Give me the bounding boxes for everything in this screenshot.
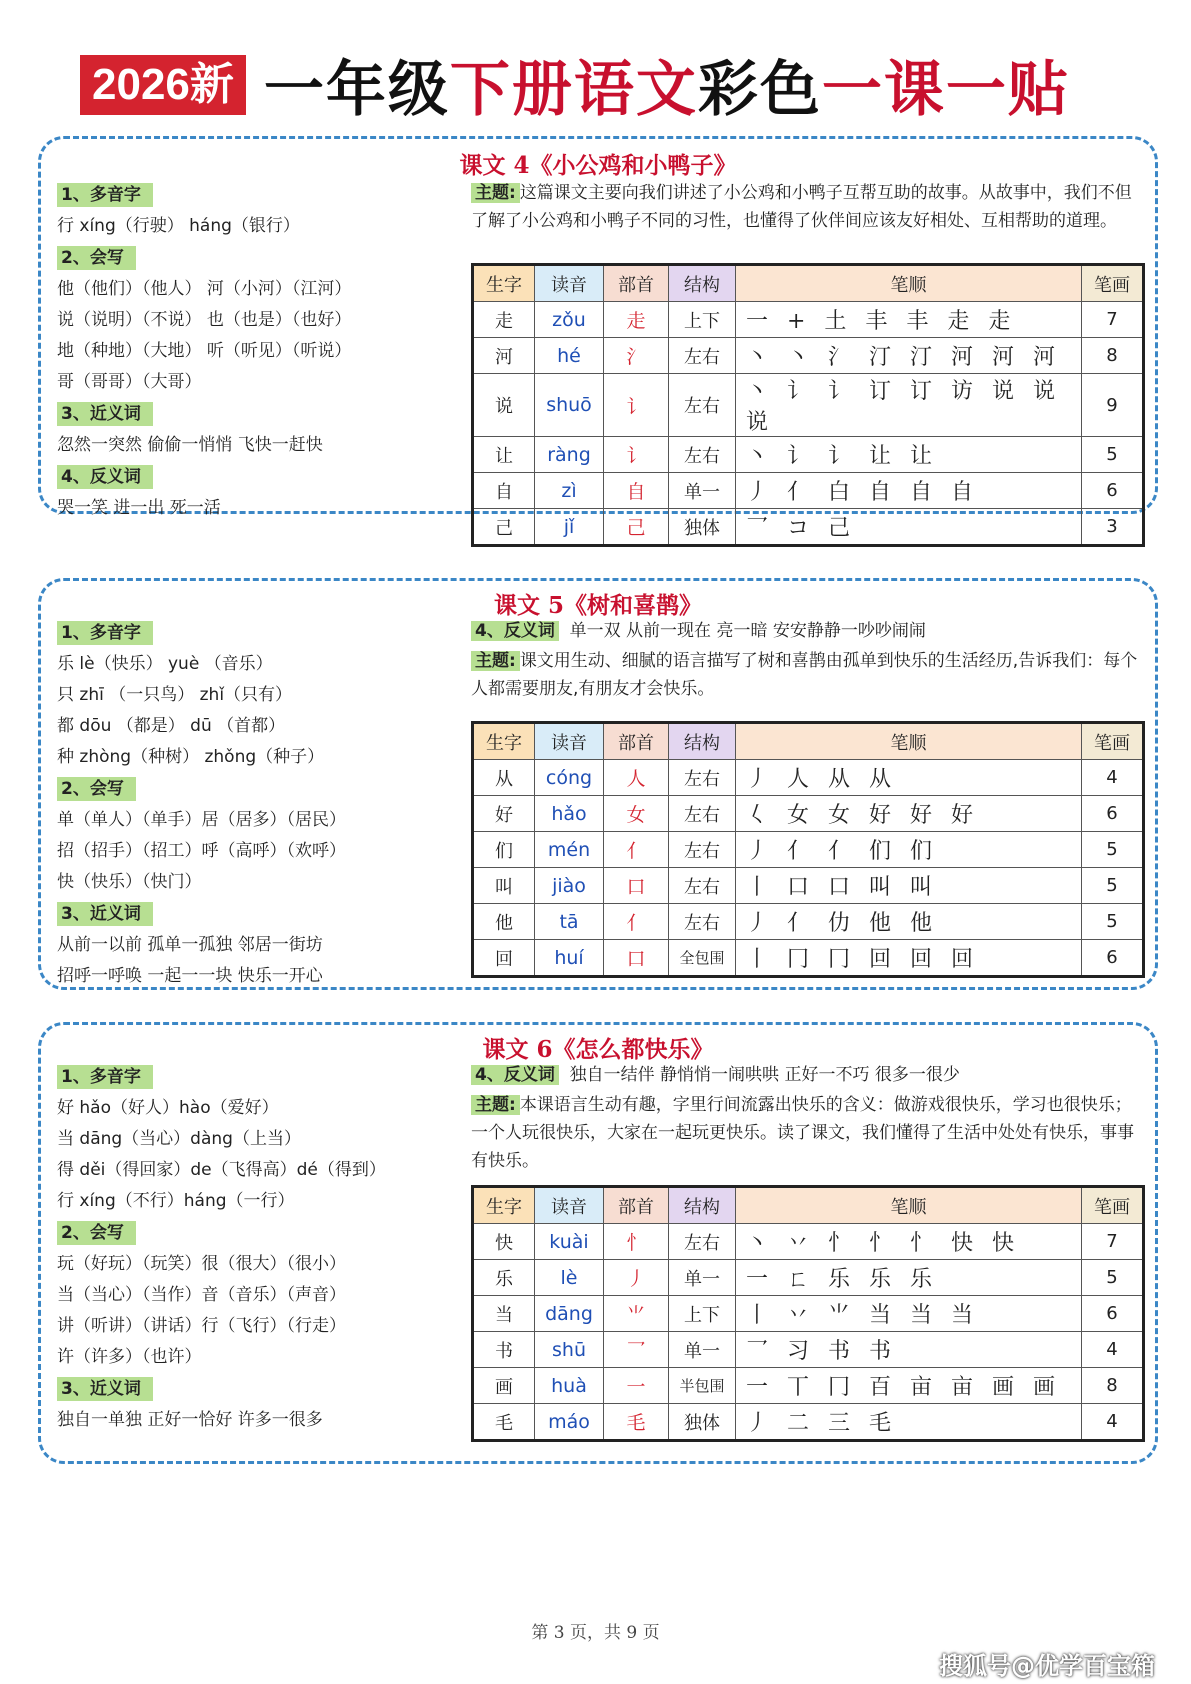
lesson5-polyphone: 种 zhòng（种树） zhǒng（种子） xyxy=(57,747,325,767)
year-tag: 2026新 xyxy=(80,55,246,115)
cell-stroke-count: 5 xyxy=(1082,1260,1144,1296)
cell-radical: 讠 xyxy=(604,374,669,437)
col-header: 笔顺 xyxy=(736,265,1082,302)
lesson6-write-line: 当（当心）（当作）音（音乐）（声音） xyxy=(57,1285,346,1305)
lesson4-synonym-heading: 3、近义词 xyxy=(57,402,153,426)
lesson5-synonyms: 从前一以前 孤单一孤独 邻居一街坊 xyxy=(57,935,323,955)
cell-char: 快 xyxy=(473,1224,535,1260)
lesson5-write-line: 招（招手）（招工）呼（高呼）（欢呼） xyxy=(57,841,346,861)
lesson6-polyphone: 当 dāng（当心）dàng（上当） xyxy=(57,1129,301,1149)
lesson6-synonyms: 独自一单独 正好一恰好 许多一很多 xyxy=(57,1410,323,1430)
cell-pinyin: jǐ xyxy=(535,509,604,546)
col-header: 笔画 xyxy=(1082,265,1144,302)
cell-structure: 左右 xyxy=(669,904,736,940)
cell-char: 河 xyxy=(473,338,535,374)
table-row xyxy=(473,940,1144,977)
cell-pinyin: hǎo xyxy=(535,796,604,832)
col-header: 读音 xyxy=(535,723,604,760)
watermark: 搜狐号@优学百宝箱 xyxy=(939,1652,1155,1680)
cell-char: 叫 xyxy=(473,868,535,904)
lesson5-theme-label: 主题: xyxy=(471,651,520,671)
cell-radical: 口 xyxy=(604,868,669,904)
table-row xyxy=(473,1404,1144,1441)
table-row xyxy=(473,760,1144,796)
cell-char: 毛 xyxy=(473,1404,535,1441)
col-header: 部首 xyxy=(604,1187,669,1224)
cell-char: 书 xyxy=(473,1332,535,1368)
lesson6-char-table xyxy=(471,1185,1145,1442)
cell-stroke-count: 5 xyxy=(1082,437,1144,473)
title-part-sticker: 一课一贴 xyxy=(821,55,1070,125)
cell-stroke-order: 丿 人 从 从 xyxy=(736,760,1082,796)
cell-stroke-count: 9 xyxy=(1082,374,1144,437)
cell-stroke-count: 5 xyxy=(1082,832,1144,868)
lesson5-write-heading: 2、会写 xyxy=(57,777,136,801)
lesson4-section xyxy=(38,136,1158,541)
col-header: 笔画 xyxy=(1082,723,1144,760)
table-row xyxy=(473,868,1144,904)
page-header xyxy=(80,50,1070,125)
cell-stroke-order: 一 ㄈ 乐 乐 乐 xyxy=(736,1260,1082,1296)
page-title xyxy=(264,42,1070,128)
cell-char: 走 xyxy=(473,302,535,338)
cell-structure: 左右 xyxy=(669,437,736,473)
cell-radical: 亻 xyxy=(604,904,669,940)
lesson4-left xyxy=(57,179,351,524)
lesson5-polyphone: 乐 lè（快乐） yuè （音乐） xyxy=(57,654,273,674)
table-row xyxy=(473,796,1144,832)
cell-pinyin: kuài xyxy=(535,1224,604,1260)
cell-pinyin: cóng xyxy=(535,760,604,796)
cell-radical: 讠 xyxy=(604,437,669,473)
lesson6-antonym-text: 独自一结伴 静悄悄一闹哄哄 正好一不巧 很多一很少 xyxy=(569,1065,960,1085)
cell-radical: 忄 xyxy=(604,1224,669,1260)
cell-pinyin: huí xyxy=(535,940,604,977)
cell-pinyin: máo xyxy=(535,1404,604,1441)
cell-structure: 左右 xyxy=(669,832,736,868)
cell-pinyin: zì xyxy=(535,473,604,509)
lesson6-write-line: 讲（听讲）（讲话）行（飞行）（行走） xyxy=(57,1316,346,1336)
cell-radical: 走 xyxy=(604,302,669,338)
lesson6-synonym-heading: 3、近义词 xyxy=(57,1377,153,1401)
cell-pinyin: ràng xyxy=(535,437,604,473)
cell-radical: 己 xyxy=(604,509,669,546)
cell-radical: 自 xyxy=(604,473,669,509)
lesson6-left xyxy=(57,1061,386,1436)
cell-char: 们 xyxy=(473,832,535,868)
lesson5-write-line: 单（单人）（单手）居（居多）（居民） xyxy=(57,810,346,830)
cell-stroke-order: 乛 コ 己 xyxy=(736,509,1082,546)
cell-pinyin: huà xyxy=(535,1368,604,1404)
lesson4-char-table xyxy=(471,263,1145,547)
lesson4-title: 课文 4《小公鸡和小鸭子》 xyxy=(459,152,737,179)
lesson6-write-heading: 2、会写 xyxy=(57,1221,136,1245)
lesson6-polyphone-heading: 1、多音字 xyxy=(57,1065,153,1089)
col-header: 生字 xyxy=(473,1187,535,1224)
lesson4-polyphone: 行 xíng（行驶） háng（银行） xyxy=(57,216,300,236)
cell-char: 乐 xyxy=(473,1260,535,1296)
table-row xyxy=(473,832,1144,868)
lesson6-theme-label: 主题: xyxy=(471,1095,520,1115)
cell-stroke-count: 4 xyxy=(1082,1332,1144,1368)
cell-structure: 左右 xyxy=(669,796,736,832)
lesson5-section xyxy=(38,578,1158,990)
lesson4-write-line: 地（种地）（大地） 听（听见）（听说） xyxy=(57,341,352,361)
lesson6-theme-text: 本课语言生动有趣，字里行间流露出快乐的含义：做游戏很快乐，学习也很快乐；一个人玩很快乐，大家在一起玩更快乐。读了课文，我们懂得了生活中处处有快乐，事事有快乐。 xyxy=(471,1095,1134,1171)
cell-char: 从 xyxy=(473,760,535,796)
cell-stroke-count: 6 xyxy=(1082,796,1144,832)
table-row xyxy=(473,338,1144,374)
lesson4-theme-label: 主题: xyxy=(471,183,520,203)
cell-structure: 左右 xyxy=(669,374,736,437)
lesson5-write-line: 快（快乐）（快门） xyxy=(57,872,202,892)
lesson6-polyphone: 行 xíng（不行）háng（一行） xyxy=(57,1191,295,1211)
cell-structure: 半包围 xyxy=(669,1368,736,1404)
lesson4-theme xyxy=(471,179,1141,235)
cell-stroke-order: 丨 冂 冂 回 回 回 xyxy=(736,940,1082,977)
table-row xyxy=(473,1296,1144,1332)
cell-stroke-order: 丶 讠 讠 让 让 xyxy=(736,437,1082,473)
cell-stroke-count: 6 xyxy=(1082,1296,1144,1332)
lesson6-theme xyxy=(471,1091,1141,1175)
cell-structure: 独体 xyxy=(669,509,736,546)
table-header-row xyxy=(473,723,1144,760)
lesson5-antonyms xyxy=(471,617,1141,645)
table-row xyxy=(473,302,1144,338)
col-header: 笔顺 xyxy=(736,1187,1082,1224)
cell-structure: 单一 xyxy=(669,1260,736,1296)
cell-radical: 丿 xyxy=(604,1260,669,1296)
col-header: 部首 xyxy=(604,723,669,760)
title-part-book: 下册语文 xyxy=(449,55,698,125)
cell-stroke-order: 丿 二 三 毛 xyxy=(736,1404,1082,1441)
cell-char: 好 xyxy=(473,796,535,832)
lesson5-char-table xyxy=(471,721,1145,978)
table-row xyxy=(473,374,1144,437)
title-part-color: 彩色 xyxy=(697,55,822,125)
cell-stroke-count: 4 xyxy=(1082,1404,1144,1441)
cell-radical: 毛 xyxy=(604,1404,669,1441)
lesson4-antonym-heading: 4、反义词 xyxy=(57,465,153,489)
lesson5-left xyxy=(57,617,346,992)
table-row xyxy=(473,1224,1144,1260)
cell-structure: 左右 xyxy=(669,868,736,904)
lesson4-write-line: 他（他们）（他人） 河（小河）（江河） xyxy=(57,279,352,299)
cell-radical: 一 xyxy=(604,1368,669,1404)
lesson5-antonym-text: 单一双 从前一现在 亮一暗 安安静静一吵吵闹闹 xyxy=(569,621,926,641)
cell-stroke-order: 丶 丷 忄 忄 忄 快 快 xyxy=(736,1224,1082,1260)
lesson4-polyphone-heading: 1、多音字 xyxy=(57,183,153,207)
cell-stroke-order: 丶 讠 讠 订 订 访 说 说 说 xyxy=(736,374,1082,437)
cell-stroke-order: 丿 亻 白 自 自 自 xyxy=(736,473,1082,509)
cell-stroke-count: 8 xyxy=(1082,338,1144,374)
lesson6-polyphone: 好 hǎo（好人）hào（爱好） xyxy=(57,1098,279,1118)
col-header: 部首 xyxy=(604,265,669,302)
table-header-row xyxy=(473,1187,1144,1224)
cell-structure: 左右 xyxy=(669,338,736,374)
cell-stroke-count: 5 xyxy=(1082,904,1144,940)
cell-structure: 全包围 xyxy=(669,940,736,977)
cell-radical: 女 xyxy=(604,796,669,832)
col-header: 结构 xyxy=(669,723,736,760)
cell-pinyin: shuō xyxy=(535,374,604,437)
cell-stroke-count: 6 xyxy=(1082,473,1144,509)
cell-stroke-order: 丨 口 口 叫 叫 xyxy=(736,868,1082,904)
lesson5-synonym-heading: 3、近义词 xyxy=(57,902,153,926)
col-header: 读音 xyxy=(535,1187,604,1224)
page-number: 第 3 页，共 9 页 xyxy=(531,1623,660,1643)
lesson5-polyphone-heading: 1、多音字 xyxy=(57,621,153,645)
cell-radical: 人 xyxy=(604,760,669,796)
cell-char: 当 xyxy=(473,1296,535,1332)
cell-stroke-count: 6 xyxy=(1082,940,1144,977)
table-header-row xyxy=(473,265,1144,302)
cell-pinyin: jiào xyxy=(535,868,604,904)
cell-char: 己 xyxy=(473,509,535,546)
cell-stroke-order: 𡿨 女 女 好 好 好 xyxy=(736,796,1082,832)
lesson5-theme-text: 课文用生动、细腻的语言描写了树和喜鹊由孤单到快乐的生活经历,告诉我们：每个人都需要朋友,有朋友才会快乐。 xyxy=(471,651,1138,699)
lesson4-write-line: 说（说明）（不说） 也（也是）（也好） xyxy=(57,310,352,330)
cell-stroke-order: 一 + 土 丰 丰 走 走 xyxy=(736,302,1082,338)
cell-pinyin: zǒu xyxy=(535,302,604,338)
cell-char: 回 xyxy=(473,940,535,977)
col-header: 结构 xyxy=(669,265,736,302)
table-row xyxy=(473,509,1144,546)
lesson4-write-heading: 2、会写 xyxy=(57,246,136,270)
lesson4-write-line: 哥（哥哥）（大哥） xyxy=(57,372,202,392)
cell-pinyin: hé xyxy=(535,338,604,374)
cell-stroke-order: 乛 习 书 书 xyxy=(736,1332,1082,1368)
cell-structure: 左右 xyxy=(669,1224,736,1260)
lesson5-title: 课文 5《树和喜鹊》 xyxy=(493,592,702,619)
cell-pinyin: tā xyxy=(535,904,604,940)
lesson5-polyphone: 都 dōu （都是） dū （首都） xyxy=(57,716,286,736)
cell-char: 让 xyxy=(473,437,535,473)
cell-char: 自 xyxy=(473,473,535,509)
col-header: 笔画 xyxy=(1082,1187,1144,1224)
cell-pinyin: lè xyxy=(535,1260,604,1296)
cell-pinyin: shū xyxy=(535,1332,604,1368)
cell-structure: 独体 xyxy=(669,1404,736,1441)
cell-pinyin: dāng xyxy=(535,1296,604,1332)
cell-stroke-order: 一 丅 冂 百 亩 亩 画 画 xyxy=(736,1368,1082,1404)
cell-stroke-count: 4 xyxy=(1082,760,1144,796)
cell-radical: 乛 xyxy=(604,1332,669,1368)
table-row xyxy=(473,473,1144,509)
cell-stroke-count: 7 xyxy=(1082,1224,1144,1260)
cell-radical: 口 xyxy=(604,940,669,977)
lesson5-polyphone: 只 zhī （一只鸟） zhǐ（只有） xyxy=(57,685,293,705)
lesson6-write-line: 许（许多）（也许） xyxy=(57,1347,202,1367)
cell-structure: 单一 xyxy=(669,473,736,509)
lesson6-write-line: 玩（好玩）（玩笑）很（很大）（很小） xyxy=(57,1254,346,1274)
lesson6-polyphone: 得 děi（得回家）de（飞得高）dé（得到） xyxy=(57,1160,386,1180)
cell-char: 画 xyxy=(473,1368,535,1404)
cell-stroke-count: 5 xyxy=(1082,868,1144,904)
lesson6-title: 课文 6《怎么都快乐》 xyxy=(482,1036,714,1063)
lesson4-synonyms: 忽然一突然 偷偷一悄悄 飞快一赶快 xyxy=(57,435,323,455)
lesson4-antonyms: 哭一笑 进一出 死一活 xyxy=(57,498,221,518)
cell-structure: 单一 xyxy=(669,1332,736,1368)
cell-char: 说 xyxy=(473,374,535,437)
cell-stroke-count: 7 xyxy=(1082,302,1144,338)
cell-stroke-count: 8 xyxy=(1082,1368,1144,1404)
cell-radical: ⺌ xyxy=(604,1296,669,1332)
col-header: 笔顺 xyxy=(736,723,1082,760)
cell-structure: 左右 xyxy=(669,760,736,796)
lesson6-section xyxy=(38,1022,1158,1464)
cell-structure: 上下 xyxy=(669,1296,736,1332)
cell-pinyin: mén xyxy=(535,832,604,868)
lesson6-antonyms xyxy=(471,1061,1141,1089)
title-part-grade: 一年级 xyxy=(263,55,450,125)
cell-stroke-count: 3 xyxy=(1082,509,1144,546)
cell-char: 他 xyxy=(473,904,535,940)
table-row xyxy=(473,1260,1144,1296)
lesson6-antonym-label: 4、反义词 xyxy=(471,1065,559,1085)
col-header: 生字 xyxy=(473,723,535,760)
col-header: 生字 xyxy=(473,265,535,302)
lesson5-theme xyxy=(471,647,1141,703)
col-header: 结构 xyxy=(669,1187,736,1224)
table-row xyxy=(473,904,1144,940)
cell-stroke-order: 丿 亻 亻 们 们 xyxy=(736,832,1082,868)
lesson5-antonym-label: 4、反义词 xyxy=(471,621,559,641)
lesson5-synonyms: 招呼一呼唤 一起一一块 快乐一开心 xyxy=(57,966,323,986)
cell-stroke-order: 丨 丷 ⺌ 当 当 当 xyxy=(736,1296,1082,1332)
cell-radical: 氵 xyxy=(604,338,669,374)
table-row xyxy=(473,437,1144,473)
table-row xyxy=(473,1332,1144,1368)
lesson4-theme-text: 这篇课文主要向我们讲述了小公鸡和小鸭子互帮互助的故事。从故事中，我们不但了解了小公鸡和小鸭子不同的习性，也懂得了伙伴间应该友好相处、互相帮助的道理。 xyxy=(471,183,1132,231)
col-header: 读音 xyxy=(535,265,604,302)
cell-structure: 上下 xyxy=(669,302,736,338)
cell-radical: 亻 xyxy=(604,832,669,868)
table-row xyxy=(473,1368,1144,1404)
cell-stroke-order: 丿 亻 仂 他 他 xyxy=(736,904,1082,940)
cell-stroke-order: 丶 丶 氵 汀 汀 河 河 河 xyxy=(736,338,1082,374)
